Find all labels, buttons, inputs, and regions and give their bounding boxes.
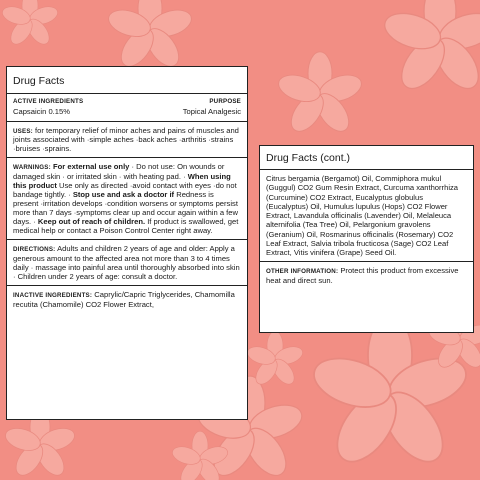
warnings-stop-use: Stop use and ask a doctor if (72, 189, 175, 199)
active-ingredients-header: ACTIVE INGREDIENTS (13, 98, 84, 105)
warnings-text: Use only as directed ·avoid contact with eyes ·do not bandage tightly. · (13, 180, 237, 199)
active-ingredient: Capsaicin 0.15% (13, 107, 70, 117)
directions-section (7, 240, 247, 286)
flower-icon (105, 0, 195, 72)
drug-facts-cont-title: Drug Facts (cont.) (260, 146, 473, 170)
warnings-section (7, 158, 247, 240)
flower-icon (0, 0, 60, 48)
inactive-ingredients-label: INACTIVE INGREDIENTS: (13, 292, 93, 300)
inactive-ingredients-text: Caprylic/Capric Triglycerides, Chamomilla recutita (Chamomile) CO2 Flower Extract, (13, 290, 235, 309)
flower-icon (380, 0, 480, 96)
warnings-label: WARNINGS: (13, 164, 51, 172)
other-information-label: OTHER INFORMATION: (266, 268, 339, 276)
warnings-text: · Do not use: On wounds or damaged skin · or irritated skin · with heating pad. · (13, 162, 225, 181)
drug-facts-panel (6, 66, 248, 420)
directions-label: DIRECTIONS: (13, 246, 56, 254)
other-information-text: Protect this product from excessive heat and direct sun. (266, 266, 459, 285)
flower-icon (275, 52, 365, 137)
other-information-section (260, 262, 473, 289)
purpose-header: PURPOSE (209, 98, 241, 105)
drug-facts-cont-panel (259, 145, 474, 333)
uses-label: USES: (13, 127, 33, 135)
inactive-ingredients-section (7, 286, 247, 313)
ingredients-cont-section (260, 170, 473, 262)
uses-text: for temporary relief of minor aches and pains of muscles and joints associated with ·simple aches ·back aches ·arthritis ·strains ·bruises ·sprains. (13, 125, 239, 154)
warnings-external-use: For external use only (50, 162, 130, 172)
purpose: Topical Analgesic (182, 107, 241, 117)
uses-section (7, 122, 247, 159)
ingredients-cont-text: Citrus bergamia (Bergamot) Oil, Commiphora mukul (Guggul) CO2 Gum Resin Extract, Curcuma xanthorrhiza (Curcumine) CO2 Extract, Eucalyptus globulus (Eucalyptus) Oil, Humulus lupulus (Hops) CO2 Flower Extract, Lavandula officinalis (Lavender) Oil, Melaleuca alternifolia (Tea Tree) Oil, Pelargonium gravolens (Geranium) Oil, Rosmarinus officinalis (Rosemary) CO2 Leaf Extract, Salvia tribola fructicosa (Sage) CO2 Leaf Extract, Vitis vinifera (Grape) Seed Oil. (266, 174, 459, 257)
warnings-text: If product is swallowed, get medical help or contact a Poison Control Center right away. (13, 217, 239, 236)
warnings-when-using: When using this product (13, 171, 231, 190)
active-ingredients-section (7, 94, 247, 122)
warnings-keep-out: Keep out of reach of children. (37, 217, 146, 227)
warnings-text: Redness is present ·irritation develops ·condition worsens or symptoms persist more than 7 days ·symptoms clear up and occur again within a few days. · (13, 189, 238, 227)
directions-text: Adults and children 2 years of age and older: Apply a generous amount to the affected area not more than 3 to 4 times daily · massage into painful area until thoroughly absorbed into skin · Children under 2 years of age: consult a doctor. (13, 244, 240, 282)
drug-facts-title: Drug Facts (7, 67, 247, 94)
